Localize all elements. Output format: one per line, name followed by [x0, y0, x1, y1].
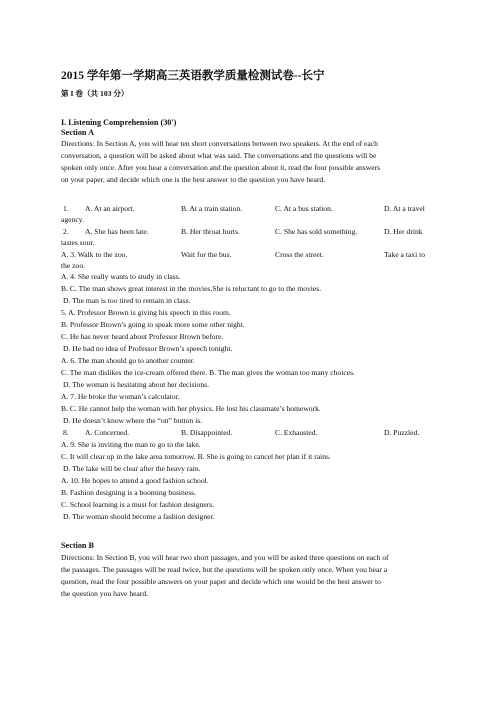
option-d: D. Puzzled. [384, 428, 420, 437]
exam-title: 2015 学年第一学期高三英语教学质量检测试卷--长宁 [61, 70, 325, 82]
option-b: B. Professor Brown’s going to speak more some other night. [61, 320, 245, 329]
part-heading: 第 I 卷（共 103 分） [61, 89, 129, 98]
section-a-directions-line: Directions: In Section A, you will hear ten short conversations between two speakers. At the end of each [61, 139, 378, 148]
section-b-directions-line: question, read the four possible answers on your paper and decide which one would be the best answer to [61, 577, 381, 586]
option-c: Cross the street. [275, 250, 324, 259]
option-continuation: tastes sour. [61, 238, 95, 247]
option-c: C. At a bus station. [275, 204, 333, 213]
option-bc: B. C. He cannot help the woman with her physics. He lost his classmate’s homework. [61, 404, 321, 413]
section-a-directions-line: spoken only once. After you hear a conversation and the question about it, read the four possible answers [61, 163, 381, 172]
section-a-directions-line: conversation, a question will be asked about what was said. The conversations and the questions will be [61, 151, 377, 160]
option-b: B. Disappointed. [181, 428, 233, 437]
listening-heading: I. Listening Comprehension (30') [61, 118, 177, 127]
option-bc: B. C. The man shows great interest in the movies.She is reluctant to go to the movies. [61, 284, 322, 293]
option-d: D. He doesn’t know where the “on” button is. [63, 416, 203, 425]
section-b-directions-line: Directions: In Section B, you will hear two short passages, and you will be asked three questions on each of [61, 553, 389, 562]
option-continuation: the zoo. [61, 261, 86, 270]
option-c: C. Exhausted. [275, 428, 318, 437]
question-number: 1. [63, 204, 69, 213]
option-b: B. Fashion designing is a booming business. [61, 488, 197, 497]
option-d: Take a taxi to [384, 250, 426, 259]
section-a-label: Section A [61, 128, 94, 137]
option-a: A. 6. The man should go to another counter. [61, 356, 195, 365]
option-a: A. 3. Walk to the zoo. [61, 250, 128, 259]
option-a: A. 9. She is inviting the man to go to the lake. [61, 440, 201, 449]
question-number: 8. [63, 428, 69, 437]
option-c: C. He has never heard about Professor Brown before. [61, 332, 224, 341]
question-number: 2. [63, 227, 69, 236]
option-d: D. He had no idea of Professor Brown’s speech tonight. [63, 344, 233, 353]
option-b: Wait for the bus. [181, 250, 232, 259]
option-c: C. She has sold something. [275, 227, 358, 236]
option-b: B. Her throat hurts. [181, 227, 240, 236]
option-d: D. Her drink [384, 227, 423, 236]
option-bc: C. It will clear up in the lake area tomorrow. B. She is going to cancel her plan if it rains. [61, 452, 331, 461]
option-a: A. Concerned. [85, 428, 130, 437]
option-d: D. The woman is hesitating about her decisions. [63, 380, 210, 389]
section-b-label: Section B [61, 541, 94, 550]
option-d: D. At a travel [384, 204, 425, 213]
option-a: A. 7. He broke the woman’s calculator. [61, 392, 180, 401]
option-a: A. At an airport. [85, 204, 135, 213]
option-continuation: agency. [61, 215, 84, 224]
option-a: A. 10. He hopes to attend a good fashion school. [61, 476, 209, 485]
option-d: D. The lake will be clear after the heavy rain. [63, 464, 201, 473]
section-b-directions-line: the question you have heard. [61, 589, 149, 598]
section-b-directions-line: the passages. The passages will be read twice, but the questions will be spoken only once. When you hear a [61, 565, 388, 574]
option-d: D. The man is too tired to remain in class. [63, 296, 191, 305]
option-c: C. School learning is a must for fashion designers. [61, 500, 215, 509]
option-a: 5. A. Professor Brown is giving his speech in this room. [61, 308, 231, 317]
section-a-directions-line: on your paper, and decide which one is the best answer to the question you have heard. [61, 175, 326, 184]
option-a: A. 4. She really wants to study in class. [61, 272, 181, 281]
option-d: D. The woman should become a fashion designer. [63, 512, 215, 521]
option-bc: C. The man dislikes the ice-cream offered there. B. The man gives the woman too many choices. [61, 368, 355, 377]
option-a: A. She has been late. [85, 227, 149, 236]
option-b: B. At a train station. [181, 204, 243, 213]
